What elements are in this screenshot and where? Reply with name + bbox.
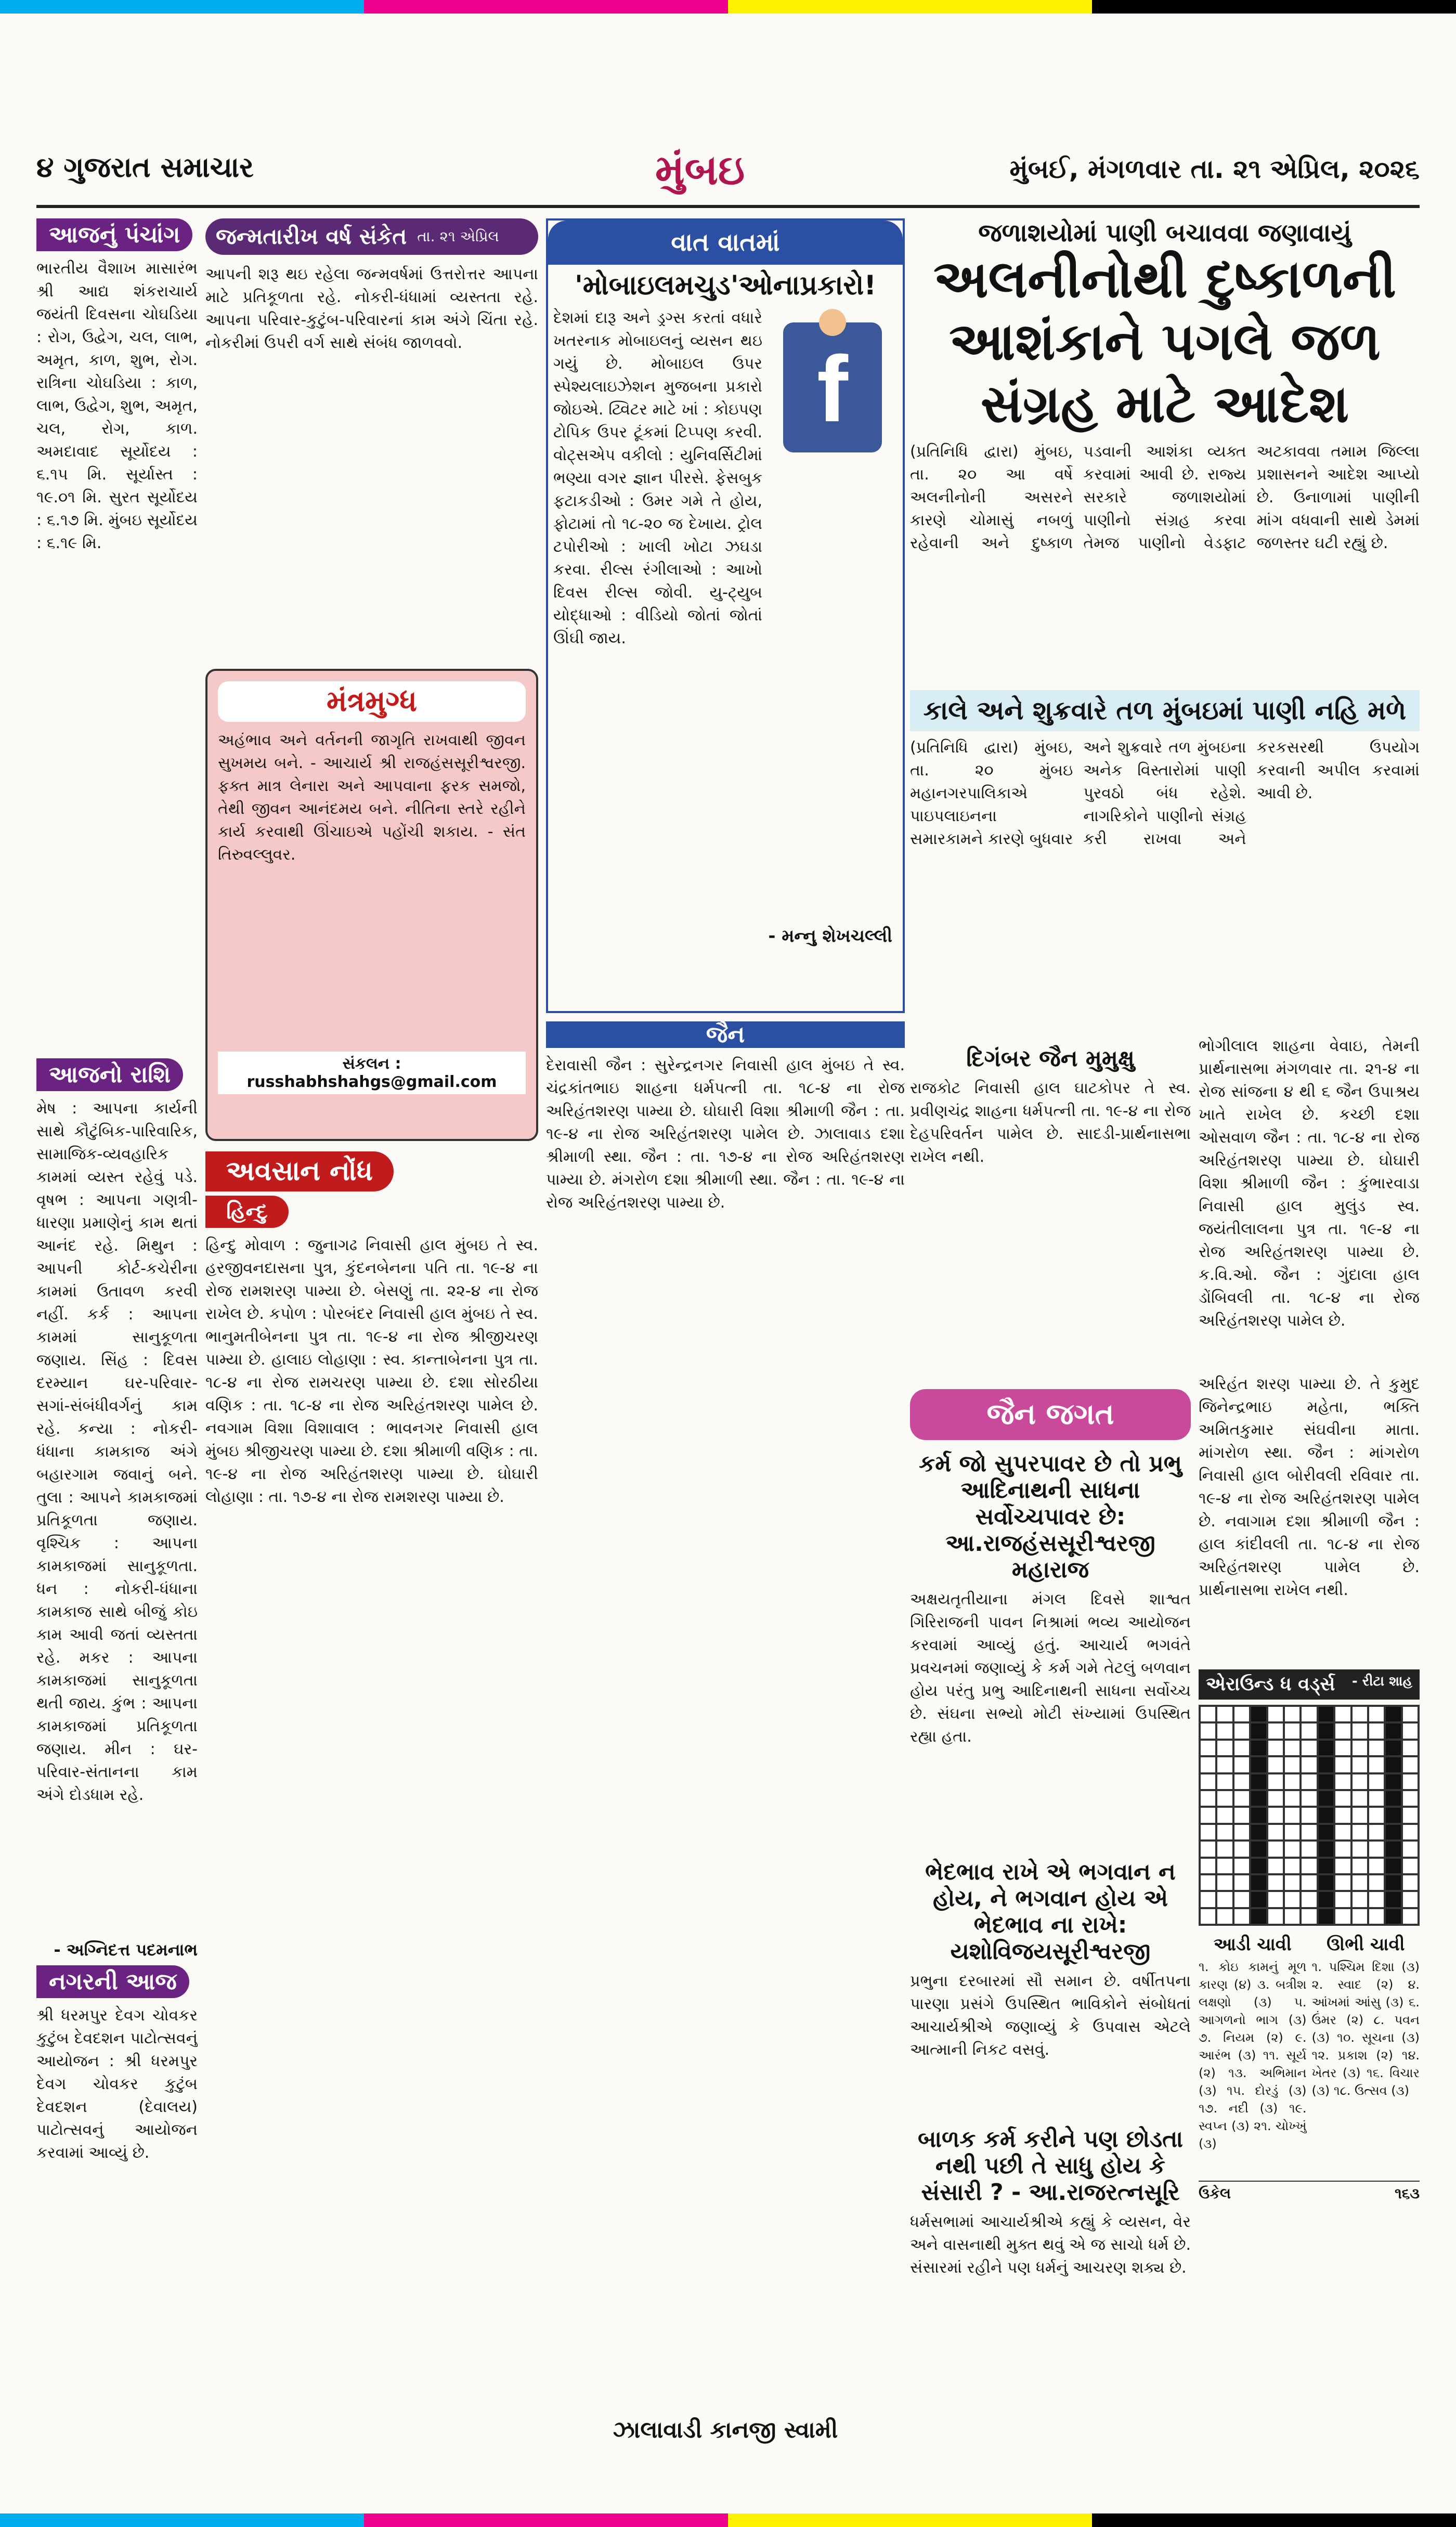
water-text: (પ્રતિનિધિ દ્વારા) મુંબઇ, તા. ૨૦ આ વર્ષે અલનીનોની અસરને કારણે ચોમાસું નબળું રહેવાની અને દુષ્કાળ પડવાની આશંકા વ્યક્ત કરવામાં આવી છે. રાજ્ય સરકારે જળાશયોમાં પાણીનો સંગ્રહ કરવા તેમજ પાણીનો વેડફાટ અટકાવવા તમામ જિલ્લા પ્રશાસનને આદેશ આપ્યો છે. ઉનાળામાં પાણીની માંગ વધવાની સાથે ડેમમાં જળસ્તર ઘટી રહ્યું છે. [910,443,1420,552]
crossword-cell [1268,1791,1283,1806]
crossword-cell [1302,1859,1316,1873]
crossword-author: - રીટા શાહ [1351,1674,1412,1689]
crossword-cell [1268,1808,1283,1822]
crossword-cell [1369,1774,1384,1789]
crossword-cell [1319,1808,1333,1822]
crossword-cell [1285,1791,1299,1806]
crossword-cell [1353,1875,1367,1890]
crossword-cell [1268,1859,1283,1873]
crossword-cell [1234,1723,1249,1738]
crossword-cell [1234,1741,1249,1755]
crossword-cell [1319,1791,1333,1806]
crossword-cell [1319,1909,1333,1924]
cartoon-illustration [768,307,898,463]
crossword-cell [1369,1825,1384,1839]
crossword-cell [1335,1859,1350,1873]
crossword-cell [1353,1808,1367,1822]
answers-heading: ઉકેલ [1199,2185,1231,2202]
rashi-author: - અગ્નિદત્ત પદમનાભ [54,1940,198,1960]
nagar-text: શ્રી ધરમપુર દેવગ ચોવકર કુટુંબ દેવદશન પાટોત્સવનું આયોજન : શ્રી ધરમપુર દેવગ ચોવકર કુટુંબ દેવદશન (દેવાલય) પાટોત્સવનું આયોજન કરવામાં આવ્યું છે. [36,2006,198,2162]
column-dharm [910,1035,1191,2470]
crossword-cell [1386,1825,1400,1839]
crossword-cell [1335,1842,1350,1856]
crossword-cell [1251,1791,1266,1806]
crossword-cell [1217,1892,1232,1907]
obit-hindu-tab: હિન્દુ [205,1196,289,1228]
crossword-cell [1335,1909,1350,1924]
crossword-cell [1353,1757,1367,1772]
crossword-cell [1201,1774,1215,1789]
water-cut-text: (પ્રતિનિધિ દ્વારા) મુંબઇ, તા. ૨૦ મુંબઇ મહાનગરપાલિકાએ પાઇપલાઇનના સમારકામને કારણે બુધવાર અને શુક્રવારે તળ મુંબઇના અનેક વિસ્તારોમાં પાણી પુરવઠો બંધ રહેશે. નાગરિકોને પાણીનો સંગ્રહ કરી રાખવા અને કરકસરથી ઉપયોગ કરવાની અપીલ કરવામાં આવી છે. [910,738,1420,848]
crossword-cell [1386,1808,1400,1822]
crossword-cell [1201,1808,1215,1822]
crossword-cell [1217,1909,1232,1924]
crossword-cell [1353,1707,1367,1721]
crossword-cell [1285,1825,1299,1839]
crossword-cell [1268,1825,1283,1839]
crossword-cell [1285,1741,1299,1755]
crossword-cell [1369,1723,1384,1738]
obit-text: હિન્દુ મોવાળ : જુનાગઢ નિવાસી હાલ મુંબઇ તે સ્વ. હરજીવનદાસના પુત્ર, કુંદનબેનના પતિ તા. ૧૯-૪ ના રોજ રામશરણ પામ્યા છે. બેસણું તા. ૨૨-૪ ના રોજ રાખેલ છે. કપોળ : પોરબંદર નિવાસી હાલ મુંબઇ તે સ્વ. ભાનુમતીબેનના પુત્ર તા. ૧૯-૪ ના રોજ શ્રીજીચરણ પામ્યા છે. હાલાઇ લોહાણા : સ્વ. કાન્તાબેનના પુત્ર તા. ૧૮-૪ ના રોજ રામચરણ પામ્યા છે. દશા સોરઠીયા વણિક : તા. ૧૮-૪ ના રોજ અરિહંતશરણ પામેલ છે. નવગામ વિશા વિશાવાલ : ભાવનગર નિવાસી હાલ મુંબઇ શ્રીજીચરણ પામ્યા છે. દશા શ્રીમાળી વણિક : તા. ૧૯-૪ ના રોજ અરિહંતશરણ પામ્યા છે. ઘોઘારી લોહાણા : તા. ૧૭-૪ ના રોજ રામશરણ પામ્યા છે. [205,1236,538,1506]
crossword-cell [1234,1875,1249,1890]
crossword-cell [1302,1741,1316,1755]
crossword-cell [1353,1909,1367,1924]
crossword-cell [1302,1842,1316,1856]
crossword-cell [1234,1774,1249,1789]
crossword-cell [1386,1859,1400,1873]
crossword-cell [1234,1859,1249,1873]
crossword-cell [1251,1757,1266,1772]
crossword-cell [1268,1774,1283,1789]
crossword-cell [1268,1757,1283,1772]
column-birthday-obit [205,218,538,2470]
crossword-cell [1403,1774,1418,1789]
vaat-text: દેશમાં દારૂ અને ડ્રગ્સ કરતાં વધારે ખતરનાક મોબાઇલનું વ્યસન થઇ ગયું છે. મોબાઇલ ઉપર સ્પેશ્યલાઇઝેશન મુજબના પ્રકારો જોઇએ. ટ્વિટર માટે ખાં : કોઇપણ ટોપિક ઉપર ટૂંકમાં ટિપ્પણ કરવી. વોટ્સએપ વકીલો : યુનિવર્સિટીમાં ભણ્યા વગર જ્ઞાન પીરસે. ફેસબુક ફટાકડીઓ : ઉમર ગમે તે હોય, ફોટામાં તો ૧૮-૨૦ જ દેખાય. ટ્રોલ ટપોરીઓ : ખાલી ખોટા ઝઘડા કરવા. રીલ્સ રંગીલાઓ : આખો દિવસ રીલ્સ જોવી. યુ-ટ્યુબ યોદ્ધાઓ : વીડિયો જોતાં જોતાં ઊંઘી જાય. [553,309,762,647]
crossword-cell [1285,1723,1299,1738]
crossword-cell [1201,1875,1215,1890]
obit-header [205,1151,538,1191]
jain-jagat-text-1: અક્ષયતૃતીયાના મંગલ દિવસે શાશ્વત ગિરિરાજની પાવન નિશ્રામાં ભવ્ય આયોજન કરવામાં આવ્યું હતું. આચાર્ય ભગવંતે પ્રવચનમાં જણાવ્યું કે કર્મ ગમે તેટલું બળવાન હોય પરંતુ પ્રભુ આદિનાથની સાધના સર્વોચ્ચ છે. સંઘના સભ્યો મોટી સંખ્યામાં ઉપસ્થિત રહ્યા હતા. [910,1590,1191,1746]
birthday-title: જન્મતારીખ વર્ષ સંકેત [216,224,407,249]
crossword-cell [1217,1723,1232,1738]
crossword-cell [1403,1842,1418,1856]
section-title: મુંબઇ [655,146,745,194]
crossword-cell [1217,1757,1232,1772]
masthead [36,146,1420,208]
crossword-cell [1201,1859,1215,1873]
crossword-cell [1335,1808,1350,1822]
crossword-cell [1353,1741,1367,1755]
crossword-cell [1268,1892,1283,1907]
rashi-tab: આજનો રાશિ [36,1058,183,1091]
crossword-cell [1234,1825,1249,1839]
crossword-cell [1403,1808,1418,1822]
crossword-cell [1403,1859,1418,1873]
jain-jagat-banner: જૈન જગત [910,1389,1191,1440]
column-panchang-rashi [36,218,198,2470]
mantra-text: અહંભાવ અને વર્તનની જાગૃતિ રાખવાથી જીવન સુખમય બને. - આચાર્ય શ્રી રાજહંસસૂરીશ્વરજી. ફક્ત માત્ર લેનારા અને આપવાના ફરક સમજો, તેથી જીવન આનંદમય બને. નીતિના સ્તરે રહીને કાર્ય કરવાથી ઊંચાઇએ પહોંચી શકાય. - સંત તિરુવલ્લુવર. [218,731,526,864]
crossword-cell [1403,1909,1418,1924]
crossword-cell [1234,1757,1249,1772]
crossword-cell [1353,1892,1367,1907]
across-clues: ૧. કોઇ કામનું મૂળ કારણ (૪) ૩. બત્રીશ લક્ષણો (૩) ૫. આગળનો ભાગ (૩) ૭. નિયમ (૨) ૯. આરંભ (૩) ૧૧. સૂર્ય (૨) ૧૩. અભિમાન (૩) ૧૫. દોરડું (૩) ૧૭. નદી (૩) ૧૯. સ્વપ્ન (૩) ૨૧. ચોખ્ખું (૩) [1199,1960,1307,2152]
crossword-cell [1403,1825,1418,1839]
crossword-cell [1268,1741,1283,1755]
obit-text-continued-2: અરિહંત શરણ પામ્યા છે. તે કુમુદ જિનેન્દ્રભાઇ મહેતા, ભક્તિ અમિતકુમાર સંઘવીના માતા. માંગરોળ સ્થા. જૈન : માંગરોળ નિવાસી હાલ બોરીવલી રવિવાર તા. ૧૯-૪ ના રોજ અરિહંતશરણ પામેલ છે. નવાગામ દશા શ્રીમાળી જૈન : હાલ કાંદીવલી તા. ૧૮-૪ ના રોજ અરિહંતશરણ પામેલ છે. પ્રાર્થનાસભા રાખેલ નથી. [1199,1375,1420,1599]
crossword-cell [1335,1875,1350,1890]
panchang-text: ભારતીય વૈશાખ માસારંભ શ્રી આદ્ય શંકરાચાર્ય જયંતી દિવસના ચોઘડિયા : રોગ, ઉદ્વેગ, ચલ, લાભ, અમૃત, કાળ, શુભ, રોગ. રાત્રિના ચોઘડિયા : કાળ, લાભ, ઉદ્વેગ, શુભ, અમૃત, ચલ, રોગ, કાળ. અમદાવાદ સૂર્યોદય : ૬.૧૫ મિ. સૂર્યાસ્ત : ૧૯.૦૧ મિ. સુરત સૂર્યોદય : ૬.૧૭ મિ. મુંબઇ સૂર્યોદય : ૬.૧૯ મિ. [36,260,198,552]
crossword-section [1199,1669,1420,2470]
water-story [910,218,1420,1025]
crossword-cell [1353,1791,1367,1806]
water-cut-headline: કાલે અને શુક્રવારે તળ મુંબઇમાં પાણી નહિ મળે [910,690,1420,731]
crossword-cell [1302,1791,1316,1806]
crossword-cell [1386,1757,1400,1772]
jain-text: દેરાવાસી જૈન : સુરેન્દ્રનગર નિવાસી હાલ મુંબઇ તે સ્વ. ચંદ્રકાંતભાઇ શાહના ધર્મપત્ની તા. ૧૮-૪ ના રોજ અરિહંતશરણ પામ્યા છે. ઘોઘારી વિશા શ્રીમાળી જૈન : તા. ૧૯-૪ ના રોજ અરિહંતશરણ પામેલ છે. ઝાલાવાડ દશા શ્રીમાળી સ્થા. જૈન : તા. ૧૭-૪ ના રોજ અરિહંતશરણ પામ્યા છે. મંગરોળ દશા શ્રીમાળી સ્થા. જૈન : તા. ૧૯-૪ ના રોજ અરિહંતશરણ પામ્યા છે. [546,1056,905,1212]
crossword-cell [1302,1757,1316,1772]
jain-jagat-text-2: પ્રભુના દરબારમાં સૌ સમાન છે. વર્ષીતપના પારણા પ્રસંગે ઉપસ્થિત ભાવિકોને સંબોધતાં આચાર્યશ્રીએ જણાવ્યું કે ઉપવાસ એટલે આત્માની નિકટ વસવું. [910,1972,1191,2059]
nagar-tab: નગરની આજ [36,1965,189,1998]
crossword-cell [1335,1707,1350,1721]
crossword-cell [1319,1723,1333,1738]
crossword-cell [1217,1875,1232,1890]
crossword-cell [1369,1875,1384,1890]
crossword-cell [1285,1808,1299,1822]
crossword-cell [1335,1757,1350,1772]
crossword-cell [1234,1808,1249,1822]
crossword-cell [1251,1875,1266,1890]
crossword-cell [1335,1825,1350,1839]
crossword-cell [1369,1741,1384,1755]
crossword-cell [1386,1909,1400,1924]
crossword-cell [1234,1909,1249,1924]
crossword-cell [1369,1892,1384,1907]
crossword-cell [1201,1892,1215,1907]
crossword-cell [1386,1791,1400,1806]
crossword-cell [1335,1791,1350,1806]
mantra-title: મંત્રમુગ્ધ [218,681,526,722]
crossword-cell [1403,1791,1418,1806]
crossword-cell [1217,1825,1232,1839]
crossword-cell [1335,1892,1350,1907]
jain-jagat-text-3: ધર્મસભામાં આચાર્યશ્રીએ કહ્યું કે વ્યસન, વેર અને વાસનાથી મુક્ત થવું એ જ સાચો ધર્મ છે. સંસારમાં રહીને પણ ધર્મનું આચરણ શક્ય છે. [910,2213,1191,2277]
crossword-cell [1201,1825,1215,1839]
obit-text-continued: ભોગીલાલ શાહના વેવાઇ, તેમની પ્રાર્થનાસભા મંગળવાર તા. ૨૧-૪ ના રોજ સાંજના ૪ થી ૬ જૈન ઉપાશ્રય ખાતે રાખેલ છે. કચ્છી દશા ઓસવાળ જૈન : તા. ૧૮-૪ ના રોજ અરિહંતશરણ પામ્યા છે. ઘોઘારી વિશા શ્રીમાળી જૈન : કુંભારવાડા નિવાસી હાલ મુલુંડ સ્વ. જયંતીલાલના પુત્ર તા. ૧૯-૪ ના રોજ અરિહંતશરણ પામ્યા છે. ક.વિ.ઓ. જૈન : ગુંદાલા હાલ ડોંબિવલી તા. ૧૮-૪ ના રોજ અરિહંતશરણ પામેલ છે. [1199,1037,1420,1330]
vaat-author: - મન્નુ શેખચલ્લી [768,926,892,947]
crossword-cell [1251,1808,1266,1822]
crossword-cell [1386,1707,1400,1721]
crossword-cell [1285,1892,1299,1907]
zalavadi-heading: ઝાલાવાડી કાનજી સ્વામી [613,2417,838,2443]
birthday-text: આપની શરૂ થઇ રહેલા જન્મવર્ષમાં ઉત્તરોત્તર આપના માટે પ્રતિકૂળતા રહે. નોકરી-ધંધામાં વ્યસ્તતા રહે. આપના પરિવાર-કુટુંબ-પરિવારનાં કામ અંગે ચિંતા રહે. નોકરીમાં ઉપરી વર્ગ સાથે સંબંધ જાળવવો. [205,265,538,352]
crossword-cell [1302,1723,1316,1738]
crossword-cell [1302,1825,1316,1839]
crossword-cell [1319,1875,1333,1890]
panchang-tab: આજનું પંચાંગ [36,218,192,251]
column-vaat-jain [546,218,905,2470]
crossword-cell [1386,1892,1400,1907]
crossword-cell [1217,1808,1232,1822]
crossword-cell [1251,1842,1266,1856]
crossword-cell [1353,1723,1367,1738]
crossword-cell [1353,1859,1367,1873]
crossword-cell [1403,1707,1418,1721]
crossword-cell [1403,1875,1418,1890]
down-clues: ૧. પશ્ચિમ દિશા (૩) ૨. સ્વાદ (૨) ૪. આંખમાં આંસુ (૩) ૬. ઉંમર (૨) ૮. પવન (૩) ૧૦. સૂચના (૩) ૧૨. પ્રકાશ (૨) ૧૪. ખેતર (૩) ૧૬. વિચાર (૩) ૧૮. ઉત્સવ (૩) [1311,1960,1420,2098]
obit-tab: અવસાન નોંધ [205,1151,394,1191]
crossword-cell [1234,1707,1249,1721]
crossword-cell [1403,1723,1418,1738]
crossword-cell [1285,1757,1299,1772]
crossword-cell [1251,1892,1266,1907]
crossword-cell [1251,1909,1266,1924]
print-color-bar-bottom [0,2513,1456,2527]
crossword-cell [1285,1774,1299,1789]
crossword-cell [1201,1909,1215,1924]
crossword-cell [1353,1842,1367,1856]
crossword-cell [1217,1859,1232,1873]
crossword-cell [1251,1859,1266,1873]
crossword-cell [1217,1707,1232,1721]
mantra-box [205,669,538,1141]
crossword-cell [1251,1825,1266,1839]
crossword-cell [1335,1723,1350,1738]
crossword-cell [1234,1892,1249,1907]
water-headline: અલનીનોથી દુષ્કાળની આશંકાને પગલે જળ સંગ્રહ માટે આદેશ [933,249,1396,434]
crossword-cell [1319,1892,1333,1907]
birthday-date: તા. ૨૧ એપ્રિલ [417,228,499,245]
crossword-cell [1251,1707,1266,1721]
crossword-cell [1403,1892,1418,1907]
crossword-cell [1302,1774,1316,1789]
crossword-cell [1302,1808,1316,1822]
crossword-cell [1251,1741,1266,1755]
crossword-cell [1369,1859,1384,1873]
vaat-header: વાત વાતમાં [548,221,903,265]
crossword-cell [1285,1875,1299,1890]
crossword-cell [1251,1723,1266,1738]
crossword-cell [1201,1741,1215,1755]
crossword-cell [1386,1842,1400,1856]
crossword-cell [1335,1741,1350,1755]
crossword-cell [1302,1909,1316,1924]
crossword-cell [1369,1808,1384,1822]
crossword-cell [1369,1707,1384,1721]
crossword-cell [1353,1825,1367,1839]
crossword-title: એરાઉન્ડ ધ વર્ડ્સ [1206,1674,1335,1695]
crossword-cell [1201,1791,1215,1806]
crossword-cell [1353,1774,1367,1789]
crossword-cell [1201,1842,1215,1856]
crossword-cell [1234,1791,1249,1806]
column-obit-continued-2 [1199,1373,1420,1664]
crossword-cell [1369,1757,1384,1772]
jain-jagat-title-3: બાળક કર્મ કરીને પણ છોડતા નથી પછી તે સાધુ હોય કે સંસારી ? - આ.રાજરત્નસૂરિ [917,2126,1184,2206]
down-heading: ઊભી ચાવી [1327,1934,1405,1955]
crossword-cell [1285,1707,1299,1721]
rashi-text: મેષ : આપના કાર્યની સાથે કૌટુંબિક-પારિવારિક, સામાજિક-વ્યવહારિક કામમાં વ્યસ્ત રહેવું પડે. વૃષભ : આપના ગણત્રી-ધારણા પ્રમાણેનું કામ થતાં આનંદ રહે. મિથુન : આપની કોર્ટ-કચેરીના કામમાં ઉતાવળ કરવી નહીં. કર્ક : આપના કામમાં સાનુકૂળતા જણાય. સિંહ : દિવસ દરમ્યાન ઘર-પરિવાર-સગાં-સંબંધીવર્ગનું કામ રહે. કન્યા : નોકરી-ધંધાના કામકાજ અંગે બહારગામ જવાનું બને. તુલા : આપને કામકાજમાં પ્રતિકૂળતા જણાય. વૃશ્ચિક : આપના કામકાજમાં સાનુકૂળતા. ધન : નોકરી-ધંધાના કામકાજ સાથે બીજું કોઇ કામ આવી જતાં વ્યસ્તતા રહે. મકર : આપના કામકાજમાં સાનુકૂળતા થતી જાય. કુંભ : આપના કામકાજમાં પ્રતિકૂળતા જણાય. મીન : ઘર-પરિવાર-સંતાનના કામ અંગે દોડધામ રહે. [36,1099,198,1804]
svg-text:f: f [817,337,848,442]
crossword-cell [1319,1741,1333,1755]
vaat-box [546,218,905,1013]
crossword-page-number: ૧૬૩ [1394,2185,1420,2202]
crossword-cell [1403,1757,1418,1772]
jain-jagat-title-2: ભેદભાવ રાખે એ ભગવાન ન હોય, ને ભગવાન હોય એ ભેદભાવ ના રાખે: યશોવિજયસૂરીશ્વરજી [925,1859,1176,1965]
column-obit-continued [1199,1035,1420,1368]
crossword-header [1199,1669,1420,1700]
crossword-cell [1319,1757,1333,1772]
crossword-cell [1319,1842,1333,1856]
crossword-cell [1386,1723,1400,1738]
print-color-bar [0,0,1456,14]
crossword-cell [1285,1859,1299,1873]
crossword-cell [1319,1825,1333,1839]
crossword-cell [1369,1909,1384,1924]
crossword-cell [1268,1909,1283,1924]
crossword-cell [1268,1842,1283,1856]
jain-header: જૈન [546,1021,905,1048]
crossword-cell [1201,1723,1215,1738]
crossword-answers [1199,2181,1420,2202]
crossword-cell [1234,1842,1249,1856]
crossword-cell [1268,1707,1283,1721]
crossword-cell [1251,1774,1266,1789]
crossword-cell [1302,1875,1316,1890]
crossword-cell [1386,1875,1400,1890]
crossword-cell [1403,1741,1418,1755]
crossword-cell [1335,1774,1350,1789]
crossword-cell [1369,1842,1384,1856]
issue-date: મુંબઈ, મંગળવાર તા. ૨૧ એપ્રિલ, ૨૦૨૬ [1009,154,1420,184]
crossword-cell [1386,1741,1400,1755]
crossword-cell [1201,1757,1215,1772]
crossword-cell [1302,1707,1316,1721]
mantra-contact: સંકલન : russhabhshahgs@gmail.com [218,1052,526,1094]
crossword-cell [1302,1892,1316,1907]
crossword-cell [1268,1875,1283,1890]
crossword-cell [1217,1791,1232,1806]
crossword-cell [1217,1774,1232,1789]
crossword-cell [1268,1723,1283,1738]
crossword-cell [1319,1707,1333,1721]
crossword-cell [1217,1842,1232,1856]
jain-jagat-title-1: કર્મ જો સુપરપાવર છે તો પ્રભુ આદિનાથની સાધના સર્વોચ્ચપાવર છે: આ.રાજહંસસૂરીશ્વરજી મહારાજ [919,1450,1182,1583]
crossword-cell [1217,1741,1232,1755]
across-heading: આડી ચાવી [1213,1934,1292,1955]
crossword-cell [1319,1774,1333,1789]
crossword-cell [1369,1791,1384,1806]
crossword-cell [1285,1842,1299,1856]
water-kicker: જળાશયોમાં પાણી બચાવવા જણાવાયું [978,218,1351,248]
digambar-text: રાજકોટ નિવાસી હાલ ઘાટકોપર તે સ્વ. પ્રવીણચંદ્ર શાહના ધર્મપત્ની તા. ૧૯-૪ ના રોજ દેહપરિવર્તન પામેલ છે. સાદડી-પ્રાર્થનાસભા રાખેલ નથી. [910,1079,1191,1166]
digambar-heading: દિગંબર જૈન મુમુક્ષુ [966,1045,1135,1072]
vaat-title: 'મોબાઇલમચુડ'ઓનાપ્રકારો! [574,270,877,301]
crossword-grid [1199,1705,1420,1926]
page-label: ૪ ગુજરાત સમાચાર [36,151,254,184]
birthday-header [205,218,538,255]
crossword-cell [1386,1774,1400,1789]
crossword-cell [1285,1909,1299,1924]
crossword-cell [1201,1707,1215,1721]
crossword-cell [1319,1859,1333,1873]
